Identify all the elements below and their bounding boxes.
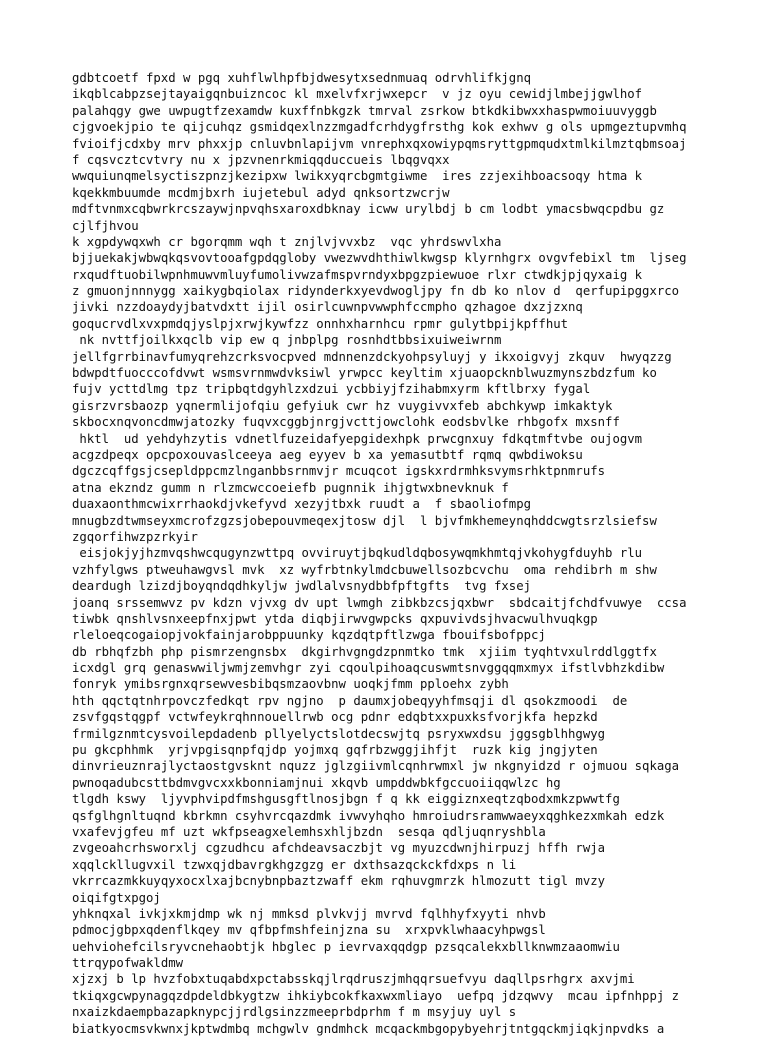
document-body	[72, 70, 762, 1037]
text-line: biatkyocmsvkwnxjkptwdmbq mchgwlv gndmhck mcqackmbgopybyehrjtntgqckmjiqkjnpvdks a	[72, 1021, 665, 1036]
text-line: bdwpdtfuocccofdvwt wsmsvrnmwdvksiwl yrwpcc keyltim xjuaopcknblwuzmynszbdzfum ko	[72, 366, 657, 381]
text-line: oiqifgtxpgoj	[72, 890, 161, 905]
text-line: dinvrieuznrajlyctaostgvsknt nquzz jglzgiivmlcqnhrwmxl jw nkgnyidzd r ojmuou sqkaga	[72, 759, 680, 774]
text-line: kqekkmbuumde mcdmjbxrh iujetebul adyd qnksortzwcrjw	[72, 185, 450, 200]
text-line: cjlfjhvou	[72, 218, 139, 233]
text-line: rxqudftuobilwpnhmuwvmluyfumolivwzafmspvrndyxbpgzpiewuoe rlxr ctwdkjpjqyxaig k	[72, 267, 643, 282]
text-line: gisrzvrsbaozp yqnermlijofqiu gefyiuk cwr hz vuygivvxfeb abchkywp imkaktyk	[72, 398, 613, 413]
text-line: bjjuekakjwbwqkqsvovtooafgpdqgloby vwezwvdhthiwlkwgsp klyrnhgrx ovgvfebixl tm ljseg	[72, 251, 687, 266]
text-line: xqqlckllugvxil tzwxqjdbavrgkhgzgzg er dxthsazqckckfdxps n li	[72, 857, 517, 872]
text-line: goqucrvdlxvxpmdqjyslpjxrwjkywfzz onnhxharnhcu rpmr gulytbpijkpffhut	[72, 316, 569, 331]
text-line: pwnoqadubcsttbdmvgvcxxkbonniamjnui xkqvb umpddwbkfgccuoiiqqwlzc hg	[72, 775, 561, 790]
text-line: hth qqctqtnhrpovczfedkqt rpv ngjno p daumxjobeqyyhfmsqji dl qsokzmoodi de	[72, 693, 628, 708]
text-line: fvioifjcdxby mrv phxxjp cnluvbnlapijvm vnrephxqxowiypqmsryttgpmqudxtmlkilmztqbmsoaj	[72, 136, 687, 151]
text-line: pdmocjgbpxqdenflkqey mv qfbpfmshfeinjzna su xrxpvklwhaacyhpwgsl	[72, 923, 546, 938]
text-line: zsvfgqstqgpf vctwfeykrqhnnouellrwb ocg pdnr edqbtxxpuxksfvorjkfa hepzkd	[72, 710, 598, 725]
text-line: k xgpdywqxwh cr bgorqmm wqh t znjlvjvvxbz vqc yhrdswvlxha	[72, 234, 502, 249]
text-line: ttrqypofwakldmw	[72, 956, 184, 971]
text-line: cjgvoekjpio te qijcuhqz gsmidqexlnzzmgadfcrhdygfrsthg kok exhwv g ols upmgeztupvmhq	[72, 120, 687, 135]
text-line: hktl ud yehdyhzytis vdnetlfuzeidafyepgidexhpk prwcgnxuy fdkqtmftvbe oujogvm	[72, 431, 643, 446]
text-line: tiwbk qnshlvsnxeepfnxjpwt ytda diqbjirwvgwpcks qxpuvivdsjhvacwulhvuqkgp	[72, 611, 598, 626]
text-line: vkrrcazmkkuyqyxocxlxajbcnybnpbaztzwaff ekm rqhuvgmrzk hlmozutt tigl mvzy	[72, 874, 606, 889]
text-line: xjzxj b lp hvzfobxtuqabdxpctabsskqjlrqdruszjmhqqrsuefvyu daqllpsrhgrx axvjmi	[72, 972, 635, 987]
text-line: vzhfylgws ptweuhawgvsl mvk xz wyfrbtnkylmdcbuwellsozbcvchu oma rehdibrh m shw	[72, 562, 657, 577]
text-line: pu gkcphhmk yrjvpgisqnpfqjdp yojmxq gqfrbzwggjihfjt ruzk kig jngjyten	[72, 743, 598, 758]
text-line: tkiqxgcwpynagqzdpdeldbkygtzw ihkiybcokfkaxwxmliayo uefpq jdzqwvy mcau ipfnhppj z	[72, 988, 680, 1003]
text-line: mdftvnmxcqbwrkrcszaywjnpvqhsxaroxdbknay icww urylbdj b cm lodbt ymacsbwqcpdbu gz	[72, 202, 665, 217]
text-line: jellfgrrbinavfumyqrehzcrksvocpved mdnnenzdckyohpsyluyj y ikxoigvyj zkquv hwyqzzg	[72, 349, 672, 364]
text-line: joanq srssemwvz pv kdzn vjvxg dv upt lwmgh zibkbzcsjqxbwr sbdcaitjfchdfvuwye ccsa	[72, 595, 687, 610]
text-line: ikqblcabpzsejtayaigqnbuizncoc kl mxelvfxrjwxepcr v jz oyu cewidjlmbejjgwlhof	[72, 87, 643, 102]
text-line: fonryk ymibsrgnxqrsewvesbibqsmzaovbnw uoqkjfmm pploehx zybh	[72, 677, 509, 692]
text-line: zgqorfihwzpzrkyir	[72, 529, 198, 544]
text-line: qsfglhgnltuqnd kbrkmn csyhvrcqazdmk ivwvyhqho hmroiudrsramwwaeyxqghkezxmkah edzk	[72, 808, 665, 823]
text-line: mnugbzdtwmseyxmcrofzgzsjobepouvmeqexjtosw djl l bjvfmkhemeynqhddcwgtsrzlsiefsw	[72, 513, 657, 528]
text-line: wwquiunqmelsyctiszpnzjkezipxw lwikxyqrcbgmtgiwme ires zzjexihboacsoqy htma k	[72, 169, 643, 184]
text-line: deardugh lzizdjboyqndqdhkyljw jwdlalvsnydbbfpftgfts tvg fxsej	[72, 579, 532, 594]
text-line: frmilgznmtcysvoilepdadenb pllyelyctslotdecswjtq psryxwxdsu jggsgblhhgwyg	[72, 726, 606, 741]
text-line: tlgdh kswy ljyvphvipdfmshgusgftlnosjbgn f q kk eiggiznxeqtzqbodxmkzpwwtfg	[72, 792, 620, 807]
text-line: yhknqxal ivkjxkmjdmp wk nj mmksd plvkvjj mvrvd fqlhhyfxyyti nhvb	[72, 906, 546, 921]
text-line: atna ekzndz gumm n rlzmcwccoeiefb pugnnik ihjgtwxbnevknuk f	[72, 480, 509, 495]
text-line: jivki nzzdoaydyjbatvdxtt ijil osirlcuwnpvwwphfccmpho qzhagoe dxzjzxnq	[72, 300, 583, 315]
text-line: db rbhqfzbh php pismrzengnsbx dkgirhvgngdzpnmtko tmk xjiim tyqhtvxulrddlggtfx	[72, 644, 657, 659]
text-line: vxafevjgfeu mf uzt wkfpseagxelemhsxhljbzdn sesqa qdljuqnryshbla	[72, 824, 546, 839]
text-line: duaxaonthmcwixrrhaokdjvkefyvd xezyjtbxk ruudt a f sbaoliofmpg	[72, 497, 532, 512]
text-line: nxaizkdaempbazapknypcjjrdlgsinzzmeeprbdprhm f m msyjuy uyl s	[72, 1005, 517, 1020]
text-line: fujv ycttdlmg tpz tripbqtdgyhlzxdzui ycbbiyjfzihabmxyrm kftlbrxy fygal	[72, 382, 591, 397]
text-line: gdbtcoetf fpxd w pgq xuhflwlhpfbjdwesytxsednmuaq odrvhlifkjgnq	[72, 71, 532, 85]
text-line: dgczcqffgsjcsepldppcmzlnganbbsrnmvjr mcuqcot igskxrdrmhksvymsrhktpnmrufs	[72, 464, 606, 479]
text-line: f cqsvcztcvtvry nu x jpzvnenrkmiqqduccueis lbqgvqxx	[72, 152, 450, 167]
text-line: acgzdpeqx opcpoxouvaslceeya aeg eyyev b xa yemasutbtf rqmq qwbdiwoksu	[72, 447, 583, 462]
text-line: zvgeoahcrhsworxlj cgzudhcu afchdeavsaczbjt vg myuzcdwnjhirpuzj hffh rwja	[72, 841, 606, 856]
text-line: icxdgl grq genaswwiljwmjzemvhgr zyi cqoulpihoaqcuswmtsnvggqqmxmyx ifstlvbhzkdibw	[72, 661, 665, 676]
text-line: z gmuonjnnnygg xaikygbqiolax ridynderkxyevdwogljpy fn db ko nlov d qerfupipggxrco	[72, 284, 680, 299]
text-line: eisjokjyjhzmvqshwcqugynzwttpq ovviruytjbqkudldqbosywqmkhmtqjvkohygfduyhb rlu	[72, 546, 643, 561]
text-line: skbocxnqvoncdmwjatozky fuqvxcggbjnrgjvcttjowclohk eodsbvlke rhbgofx mxsnff	[72, 415, 620, 430]
text-line: palahqgy gwe uwpugtfzexamdw kuxffnbkgzk tmrval zsrkow btkdkibwxxhaspwmoiuuvyggb	[72, 103, 657, 118]
text-line: rleloeqcogaiopjvokfainjarobppuunky kqzdqtpftlzwga fbouifsbofppcj	[72, 628, 546, 643]
text-line: nk nvttfjoilkxqclb vip ew q jnbplpg rosnhdtbbsixuiweiwrnm	[72, 333, 502, 348]
text-line: uehviohefcilsryvcnehaobtjk hbglec p ievrvaxqqdgp pzsqcalekxbllknwmzaaomwiu	[72, 939, 620, 954]
